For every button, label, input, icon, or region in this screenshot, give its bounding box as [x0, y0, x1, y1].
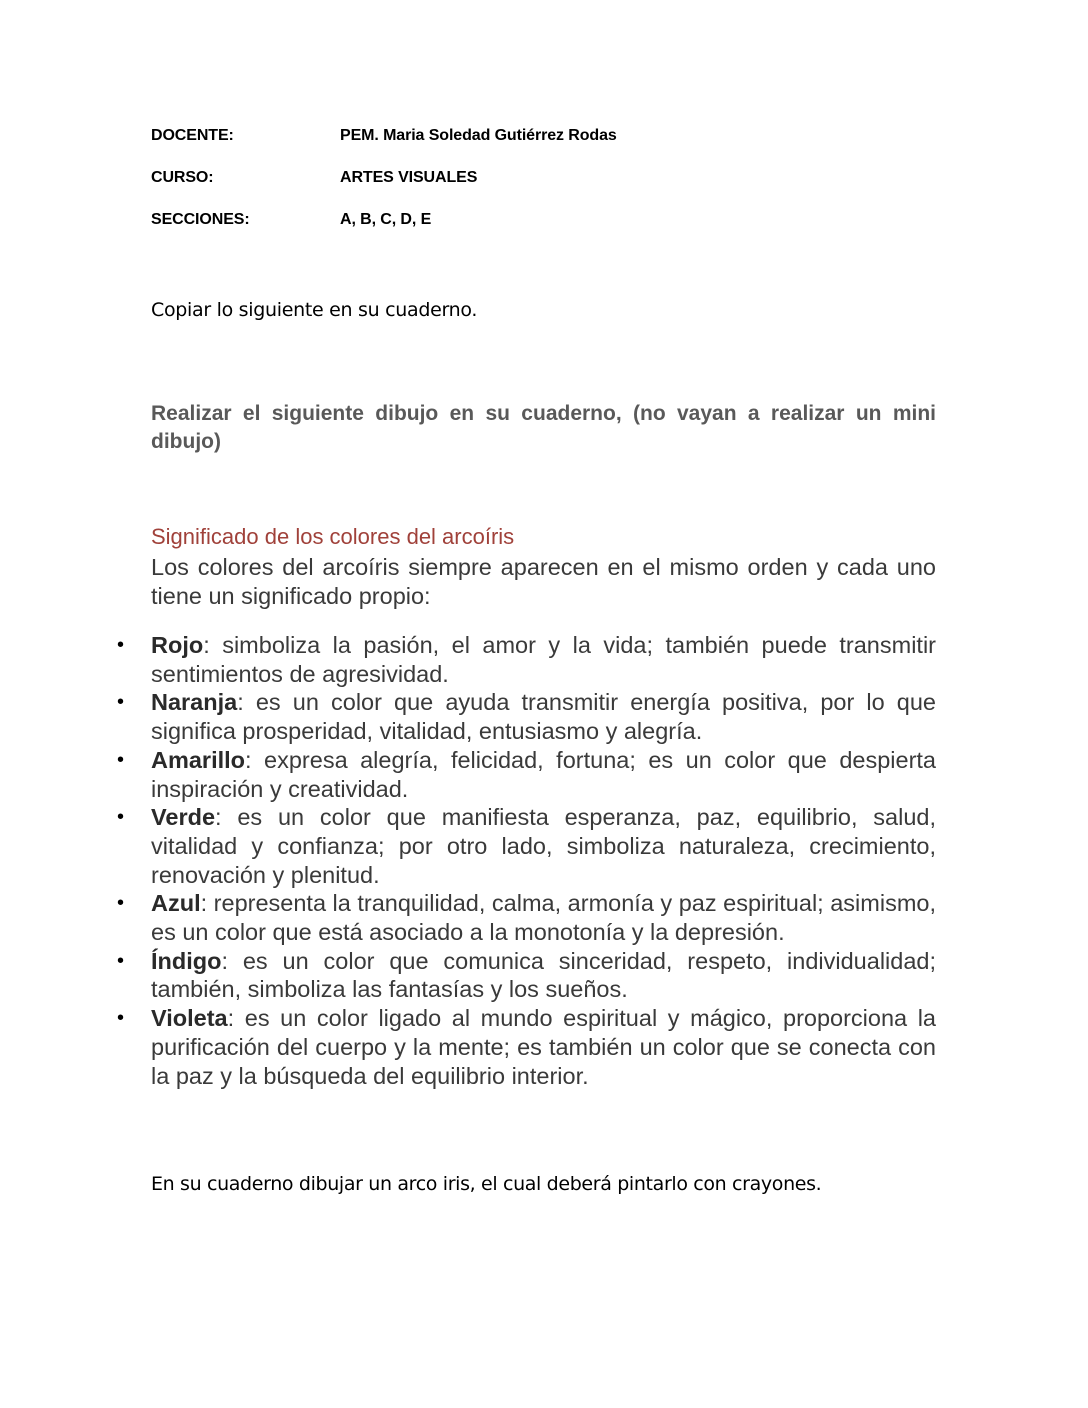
instruction-final: En su cuaderno dibujar un arco iris, el cual deberá pintarlo con crayones. [151, 1173, 822, 1195]
bullet-icon: • [117, 748, 125, 771]
list-item [117, 803, 936, 889]
bullet-icon: • [117, 691, 125, 714]
color-description: : es un color que manifiesta esperanza, paz, equilibrio, salud, vitalidad y confianza; por otro lado, simboliza naturaleza, crecimiento, renovación y plenitud. [151, 804, 936, 888]
color-description: : es un color que ayuda transmitir energía positiva, por lo que significa prosperidad, vitalidad, entusiasmo y alegría. [151, 689, 936, 745]
color-term: Naranja [151, 689, 238, 716]
color-description: : es un color ligado al mundo espiritual y mágico, proporciona la purificación del cuerpo y la mente; es también un color que se conecta con la paz y la búsqueda del equilibrio interior. [151, 1005, 936, 1089]
bullet-icon: • [117, 949, 125, 972]
curso-value: ARTES VISUALES [340, 169, 478, 186]
color-term: Violeta [151, 1005, 228, 1032]
instruction-copy: Copiar lo siguiente en su cuaderno. [151, 299, 478, 321]
list-item [117, 746, 936, 803]
list-item [117, 631, 936, 688]
list-item [117, 889, 936, 946]
list-item [117, 947, 936, 1004]
section-title: Significado de los colores del arcoíris [151, 524, 515, 549]
instruction-draw: Realizar el siguiente dibujo en su cuaderno, (no vayan a realizar un mini dibujo) [151, 402, 936, 453]
secciones-label: SECCIONES: [151, 211, 250, 228]
color-term: Índigo [151, 947, 222, 974]
bullet-icon: • [117, 892, 125, 915]
list-item [117, 1004, 936, 1090]
docente-label: DOCENTE: [151, 127, 234, 144]
color-description: : representa la tranquilidad, calma, armonía y paz espiritual; asimismo, es un color que está asociado a la monotonía y la depresión. [151, 890, 936, 946]
bullet-icon: • [117, 806, 125, 829]
section-intro: Los colores del arcoíris siempre aparecen en el mismo orden y cada uno tiene un significado propio: [151, 554, 936, 609]
docente-value: PEM. Maria Soledad Gutiérrez Rodas [340, 127, 617, 144]
color-description: : simboliza la pasión, el amor y la vida; también puede transmitir sentimientos de agresividad. [151, 632, 936, 687]
curso-label: CURSO: [151, 169, 214, 186]
list-item [117, 688, 936, 745]
color-term: Azul [151, 890, 201, 917]
color-term: Amarillo [151, 746, 246, 773]
color-description: : expresa alegría, felicidad, fortuna; es un color que despierta inspiración y creatividad. [151, 746, 936, 802]
bullet-icon: • [117, 634, 125, 656]
color-meaning-list [117, 631, 936, 1090]
color-term: Verde [151, 804, 216, 831]
secciones-value: A, B, C, D, E [340, 211, 432, 228]
color-description: : es un color que comunica sinceridad, respeto, individualidad; también, simboliza las fantasías y los sueños. [151, 947, 936, 1003]
color-term: Rojo [151, 632, 204, 658]
bullet-icon: • [117, 1007, 125, 1030]
